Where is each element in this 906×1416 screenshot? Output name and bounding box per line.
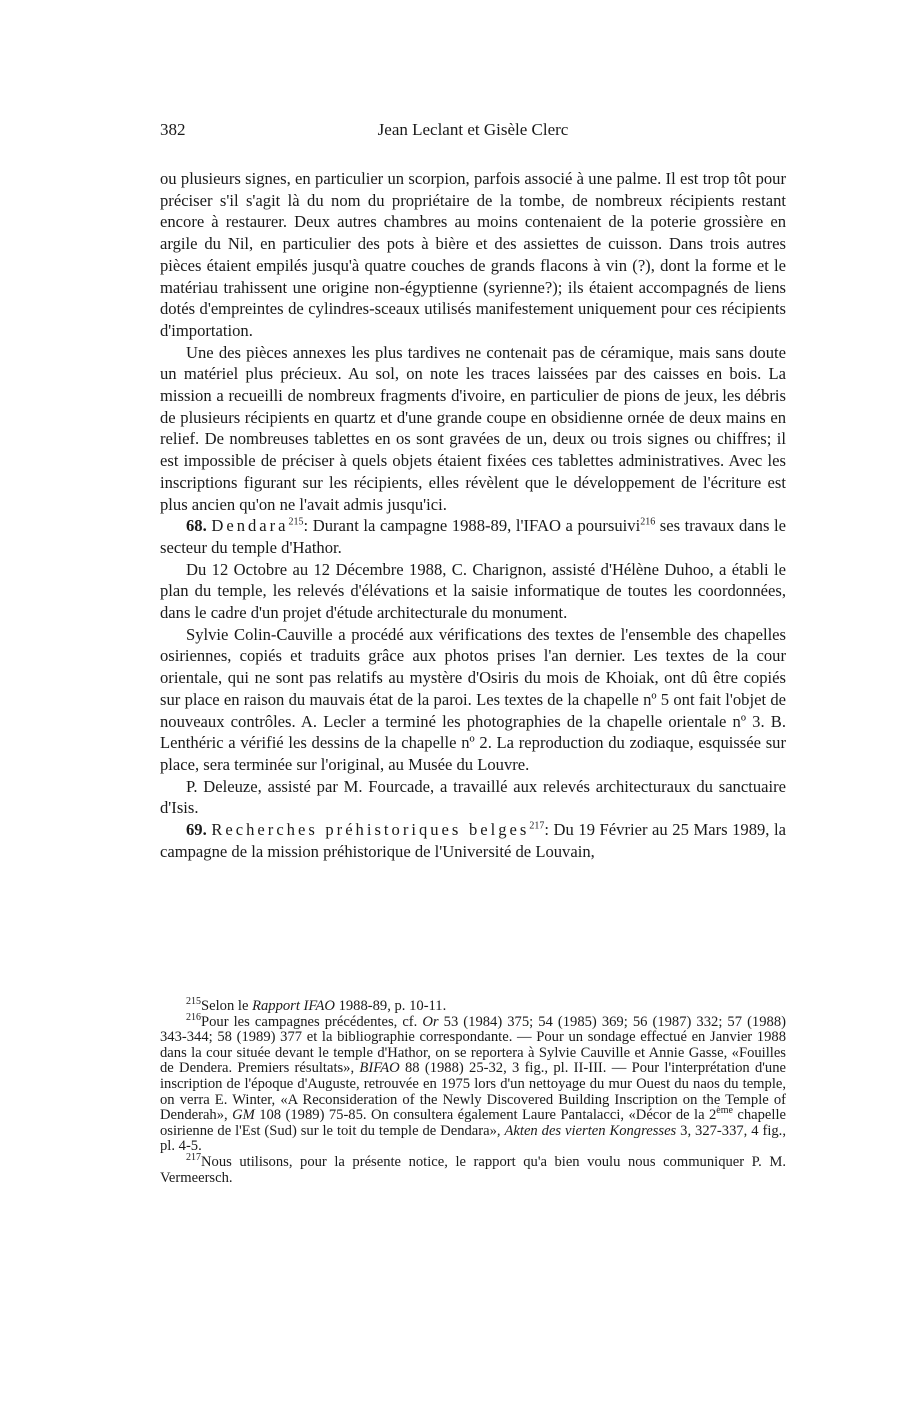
paragraph: Sylvie Colin-Cauville a procédé aux vérifications des textes de l'ensemble des chapelles osiriennes, copiés et traduits grâce aux photos prises l'an dernier. Les textes de la cour orientale, qui ne sont pas relatifs au mystère d'Osiris du mois de Khoiak, ont dû être copiés sur place en raison du mauvais état de la paroi. Les textes de la chapelle nº 5 ont fait l'objet de nouveaux contrôles. A. Lecler a terminé les photographies de la chapelle orientale nº 3. B. Lenthéric a vérifié les dessins de la chapelle nº 2. La reproduction du zodiaque, esquissée sur place, sera terminée sur l'original, au Musée du Louvre. — [160, 624, 786, 774]
paragraph: Une des pièces annexes les plus tardives ne contenait pas de céramique, mais sans doute un matériel plus précieux. Au sol, on note les traces laissées par des caisses en bois. La mission a recueilli de nombreux fragments d'ivoire, en particulier de pions de jeux, les débris de plusieurs récipients en quartz et d'une grande coupe en obsidienne ornée de deux mains en relief. De nombreuses tablettes en os sont gravées de un, deux ou trois signes ou chiffres; il est impossible de préciser à quels objets étaient fixées ces tablettes administratives. Avec les inscriptions figurant sur les récipients, elles révèlent que le développement de l'écriture est plus ancien qu'on ne l'avait admis jusqu'ici. — [160, 342, 786, 514]
footnote-text: 1988-89, p. 10-11. — [334, 998, 447, 1014]
section-number: 69. — [186, 820, 207, 840]
footnote-ref: 215 — [288, 516, 304, 528]
page-number: 382 — [160, 120, 186, 139]
section-text: : Durant la campagne 1988-89, l'IFAO a poursuivi — [303, 516, 641, 536]
footnote-text: Selon le — [201, 998, 253, 1014]
footnote-216 — [160, 1011, 786, 1155]
footnote-text: 53 (1984) 375; 54 (1985) 369; 56 (1987) 332; 57 (1988) 343-344; 58 (1989) 377 et la bibliographie correspondante. — Pour un sondage effectué en Janvier 1988 dans la cour située devant le temple d'Hathor, on se reportera à Sylvie Cauville et Annie Gasse, «Fouilles de Dendera. Premiers résultats», — [160, 1013, 786, 1077]
section-68 — [160, 515, 786, 558]
footnote-text: Pour les campagnes précédentes, cf. — [201, 1013, 423, 1030]
section-title: Dendara — [211, 516, 289, 536]
section-69 — [160, 819, 786, 862]
footnote-ref: 217 — [529, 820, 545, 832]
footnote-number: 217 — [186, 1152, 201, 1164]
running-head: Jean Leclant et Gisèle Clerc — [377, 120, 569, 139]
footnote-text: chapelle osirienne de l'Est (Sud) sur le toit du temple de Dendara», — [160, 1107, 786, 1139]
footnote-text: Nous utilisons, pour la présente notice, le rapport qu'a bien voulu nous communiquer P. M. Vermeersch. — [160, 1153, 786, 1186]
footnote-number: 215 — [186, 996, 201, 1008]
footnotes — [160, 996, 786, 1186]
footnote-text: 108 (1989) 75-85. On consultera également Laure Pantalacci, «Décor de la 2 — [254, 1107, 717, 1124]
paragraph: Du 12 Octobre au 12 Décembre 1988, C. Charignon, assisté d'Hélène Duhoo, a établi le plan du temple, les relevés d'élévations et la saisie informatique de toutes les coordonnées, dans le cadre d'un projet d'étude architecturale du monument. — [160, 559, 786, 623]
footnote-text: 3, 327-337, 4 fig., pl. 4-5. — [160, 1122, 786, 1155]
section-title: Recherches préhistoriques belges — [211, 820, 530, 840]
section-text: ses travaux dans le secteur du temple d'Hathor. — [160, 516, 786, 557]
footnote-italic: GM — [232, 1107, 255, 1124]
footnote-217 — [160, 1152, 786, 1186]
superscript: ème — [716, 1105, 733, 1117]
footnote-italic: Rapport IFAO — [252, 998, 335, 1014]
footnote-text: 88 (1988) 25-32, 3 fig., pl. II-III. — Pour l'interprétation d'une inscription de l'époque d'Auguste, retrouvée en 1975 lors d'un nettoyage du mur Ouest du naos du temple, on verra E. Winter, «A Reconsideration of the Newly Discovered Building Inscription on the Temple of Denderah», — [160, 1060, 786, 1124]
footnote-italic: BIFAO — [359, 1060, 400, 1077]
footnote-ref: 216 — [640, 516, 656, 528]
section-text: : Du 19 Février au 25 Mars 1989, la campagne de la mission préhistorique de l'Université de Louvain, — [160, 820, 787, 861]
main-text — [160, 168, 786, 863]
footnote-italic: Or — [422, 1013, 439, 1030]
paragraph: P. Deleuze, assisté par M. Fourcade, a travaillé aux relevés architecturaux du sanctuaire d'Isis. — [160, 776, 786, 818]
footnote-italic: Akten des vierten Kongresses — [504, 1122, 677, 1139]
paragraph: ou plusieurs signes, en particulier un scorpion, parfois associé à une palme. Il est trop tôt pour préciser s'il s'agit là du nom du propriétaire de la tombe, de nombreux récipients restant encore à restaurer. Deux autres chambres au moins contenaient de la poterie grossière en argile du Nil, en particulier des pots à bière et des assiettes de cuisson. Dans trois autres pièces étaient empilés jusqu'à quatre couches de grands flacons à vin (?), dont la forme et le matériau trahissent une origine non-égyptienne (syrienne?); ils étaient accompagnés de liens dotés d'empreintes de cylindres-sceaux utilisés manifestement uniquement pour ces récipients d'importation. — [160, 169, 786, 340]
footnote-number: 216 — [186, 1011, 201, 1023]
footnote-215 — [160, 996, 786, 1015]
section-number: 68. — [186, 516, 207, 536]
page-header — [160, 118, 786, 142]
